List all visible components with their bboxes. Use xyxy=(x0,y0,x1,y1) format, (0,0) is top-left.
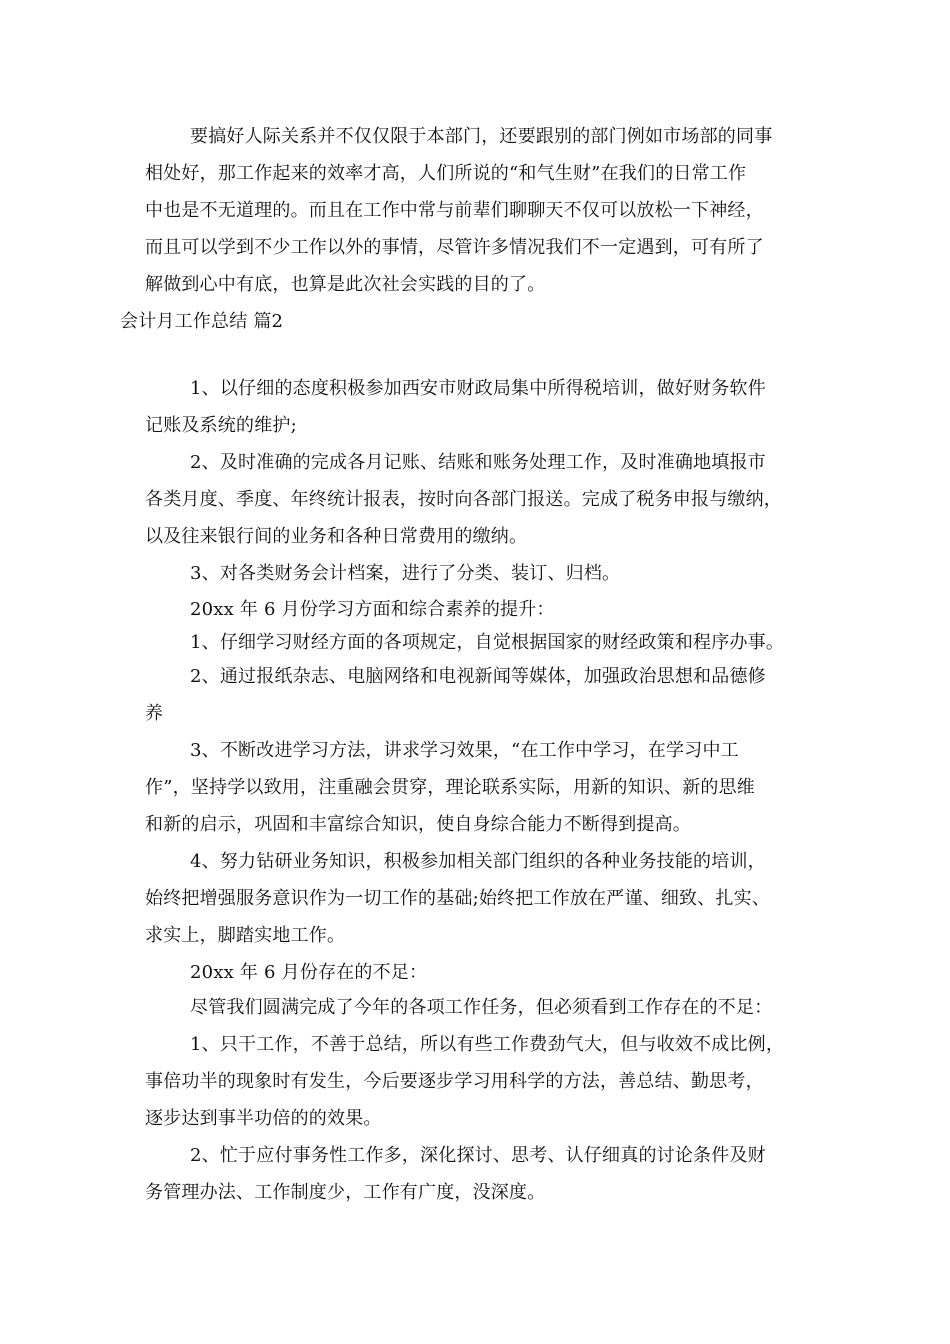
paragraph-line: 作”，坚持学以致用，注重融会贯穿，理论联系实际，用新的知识、新的思维 xyxy=(145,777,755,798)
paragraph-line: 3、不断改进学习方法，讲求学习效果，“在工作中学习，在学习中工 xyxy=(190,740,739,761)
paragraph-line: 以及往来银行间的业务和各种日常费用的缴纳。 xyxy=(145,526,528,547)
paragraph-line: 始终把增强服务意识作为一切工作的基础;始终把工作放在严谨、细致、扎实、 xyxy=(145,888,771,909)
paragraph-line: 2、通过报纸杂志、电脑网络和电视新闻等媒体，加强政治思想和品德修 xyxy=(190,666,766,687)
paragraph-line: 2、及时准确的完成各月记账、结账和账务处理工作，及时准确地填报市 xyxy=(190,452,766,473)
paragraph-line: 1、只干工作，不善于总结，所以有些工作费劲气大，但与收效不成比例， xyxy=(190,1034,785,1055)
paragraph-line: 务管理办法、工作制度少，工作有广度，没深度。 xyxy=(145,1182,546,1203)
paragraph-line: 记账及系统的维护; xyxy=(145,415,297,436)
paragraph-line: 逐步达到事半功倍的的效果。 xyxy=(145,1108,382,1129)
section-title: 会计月工作总结 篇2 xyxy=(120,311,284,332)
paragraph-line: 尽管我们圆满完成了今年的各项工作任务，但必须看到工作存在的不足： xyxy=(190,997,773,1018)
paragraph-line: 求实上，脚踏实地工作。 xyxy=(145,925,346,946)
paragraph-line: 2、忙于应付事务性工作多，深化探讨、思考、认仔细真的讨论条件及财 xyxy=(190,1145,766,1166)
paragraph-line: 事倍功半的现象时有发生，今后要逐步学习用科学的方法，善总结、勤思考， xyxy=(145,1071,764,1092)
paragraph-line: 养 xyxy=(145,703,164,724)
paragraph-line: 1、以仔细的态度积极参加西安市财政局集中所得税培训，做好财务软件 xyxy=(190,378,766,399)
paragraph-line: 3、对各类财务会计档案，进行了分类、装订、归档。 xyxy=(190,563,621,584)
paragraph-line: 相处好，那工作起来的效率才高，人们所说的“和气生财”在我们的日常工作 xyxy=(145,163,747,184)
paragraph-line: 4、努力钻研业务知识，积极参加相关部门组织的各种业务技能的培训， xyxy=(190,851,766,872)
paragraph-line: 中也是不无道理的。而且在工作中常与前辈们聊聊天不仅可以放松一下神经， xyxy=(145,200,764,221)
paragraph-line: 20xx 年 6 月份学习方面和综合素养的提升： xyxy=(190,599,555,620)
paragraph-line: 而且可以学到不少工作以外的事情，尽管许多情况我们不一定遇到，可有所了 xyxy=(145,237,764,258)
paragraph-line: 要搞好人际关系并不仅仅限于本部门，还要跟别的部门例如市场部的同事 xyxy=(190,126,773,147)
paragraph-line: 和新的启示，巩固和丰富综合知识，使自身综合能力不断得到提高。 xyxy=(145,814,691,835)
paragraph-line: 解做到心中有底，也算是此次社会实践的目的了。 xyxy=(145,274,546,295)
paragraph-line: 20xx 年 6 月份存在的不足： xyxy=(190,962,428,983)
paragraph-line: 1、仔细学习财经方面的各项规定，自觉根据国家的财经政策和程序办事。 xyxy=(190,632,785,653)
paragraph-line: 各类月度、季度、年终统计报表，按时向各部门报送。完成了税务申报与缴纳， xyxy=(145,489,782,510)
